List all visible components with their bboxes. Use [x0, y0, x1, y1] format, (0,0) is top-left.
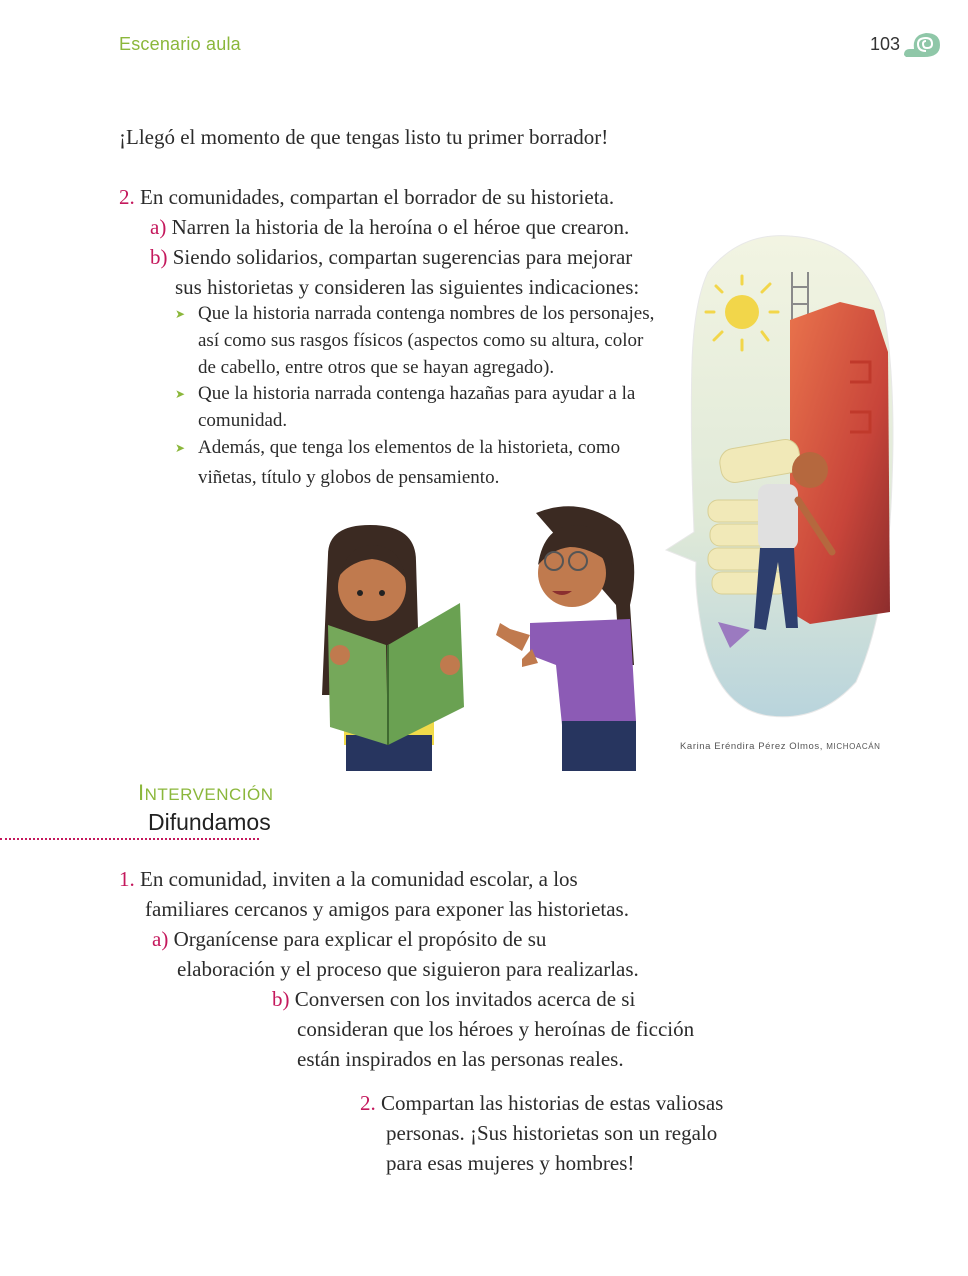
page-number: 103 — [870, 34, 901, 54]
bullet-1-line3: de cabello, entre otros que se hayan agregado). — [198, 357, 555, 378]
section-subtitle: Difundamos — [148, 809, 271, 835]
section-title — [138, 780, 274, 806]
intro-text: ¡Llegó el momento de que tengas listo tu primer borrador! — [119, 125, 609, 149]
item-letter: b) — [150, 245, 168, 269]
credit-name: Karina Eréndira Pérez Olmos, — [680, 741, 823, 752]
intervention-1-b — [272, 984, 635, 1014]
arrow-bullet-icon: ➤ — [175, 387, 186, 401]
arrow-bullet-icon: ➤ — [175, 441, 186, 455]
bullet-3-line1: Además, que tenga los elementos de la historieta, como — [198, 437, 621, 458]
intervention-2-line3: para esas mujeres y hombres! — [386, 1151, 635, 1175]
intervention-1-line2: familiares cercanos y amigos para exponer las historietas. — [145, 897, 629, 921]
item-number: 1. — [119, 867, 135, 891]
item-number: 2. — [360, 1091, 376, 1115]
section-title-rest: NTERVENCIÓN — [144, 785, 274, 804]
section-title-initial: I — [138, 780, 145, 805]
intervention-1-b-line3: están inspirados en las personas reales. — [297, 1047, 624, 1071]
header-scenario: Escenario aula — [119, 34, 241, 54]
activity-2-b — [150, 242, 632, 272]
intervention-1-a-line2: elaboración y el proceso que siguieron para realizarlas. — [177, 957, 639, 981]
bullet-1-line2: así como sus rasgos físicos (aspectos como su altura, color — [198, 330, 644, 351]
snail-icon — [902, 29, 942, 61]
bullet-3-line2: viñetas, título y globos de pensamiento. — [198, 467, 500, 488]
item-letter: a) — [150, 215, 167, 239]
item-letter: a) — [152, 927, 169, 951]
intervention-2-line2: personas. ¡Sus historietas son un regalo — [386, 1121, 718, 1145]
item-text: En comunidades, compartan el borrador de su historieta. — [140, 185, 615, 209]
intervention-1-line1 — [119, 864, 578, 894]
item-text: Narren la historia de la heroína o el héroe que crearon. — [171, 215, 630, 239]
item-text: Compartan las historias de estas valiosas — [381, 1091, 724, 1115]
intervention-1-b-line2: consideran que los héroes y heroínas de ficción — [297, 1017, 695, 1041]
bullet-2-line1: Que la historia narrada contenga hazañas para ayudar a la — [198, 383, 636, 404]
activity-2-b-line2: sus historietas y consideren las siguientes indicaciones: — [175, 275, 640, 299]
activity-2-line1 — [119, 182, 614, 212]
item-text: En comunidad, inviten a la comunidad escolar, a los — [140, 867, 578, 891]
illustration-credit — [680, 741, 881, 752]
item-text: Siendo solidarios, compartan sugerencias para mejorar — [172, 245, 633, 269]
thought-bubble-illustration — [660, 232, 900, 722]
item-text: Conversen con los invitados acerca de si — [294, 987, 636, 1011]
section-divider — [0, 838, 259, 840]
students-illustration — [300, 495, 670, 775]
activity-2-a — [150, 212, 629, 242]
credit-place: MICHOACÁN — [826, 742, 881, 751]
item-number: 2. — [119, 185, 135, 209]
item-letter: b) — [272, 987, 290, 1011]
intervention-2-line1 — [360, 1088, 723, 1118]
bullet-2-line2: comunidad. — [198, 410, 288, 431]
item-text: Organícense para explicar el propósito de su — [173, 927, 547, 951]
bullet-1-line1: Que la historia narrada contenga nombres de los personajes, — [198, 303, 655, 324]
arrow-bullet-icon: ➤ — [175, 307, 186, 321]
intervention-1-a — [152, 924, 546, 954]
